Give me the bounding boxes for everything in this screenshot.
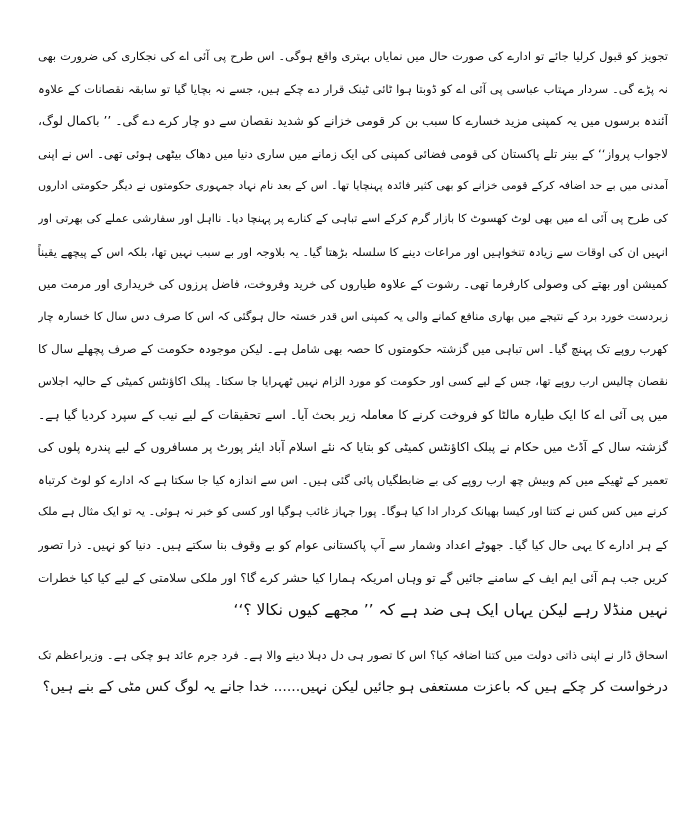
text-line: کمیشن اور بھتے کی وصولی کارفرما تھی۔ رشوت کے علاوہ طیاروں کی خرید وفروخت، فاضل پرزوں کی خریداری اور مرمت میں (38, 277, 668, 292)
text-line: نہیں منڈلا رہے لیکن یہاں ایک ہی ضد ہے کہ ’’ مجھے کیوں نکالا ؟‘‘ (233, 601, 668, 620)
text-line: گزشتہ سال کے آڈٹ میں حکام نے پبلک اکاؤنٹس کمیٹی کو بتایا کہ نئے اسلام آباد ایئر پورٹ پر مسافروں کے لیے پندرہ پلوں کی (38, 440, 668, 455)
text-line: کریں جب ہم آئی ایم ایف کے سامنے جائیں گے تو وہاں امریکہ ہمارا کیا حشر کرے گا؟ اور ملکی سلامتی کے لیے کیا کیا خطرات (38, 570, 668, 585)
text-line: آئندہ برسوں میں یہ کمپنی مزید خسارے کا سبب بن کر قومی خزانے کو شدید نقصان سے دو چار کرے دے گی۔ ’’ باکمال لوگ، (38, 114, 668, 129)
article-body (38, 40, 668, 704)
text-line: نقصان چالیس ارب روپے تھا، جس کے لیے کسی اور حکومت کو مورد الزام نہیں ٹھہرایا جا سکتا۔ پبلک اکاؤنٹس کمیٹی کے حالیہ اجلاس (38, 374, 668, 388)
text-line: کھرب روپے تک پہنچ گیا۔ اس تباہی میں گزشتہ حکومتوں کا حصہ بھی شامل ہے۔ لیکن موجودہ حکومت کے صرف پچھلے سال کا (38, 342, 668, 357)
text-line: میں پی آئی اے کا ایک طیارہ مالٹا کو فروخت کرنے کا معاملہ زیر بحث آیا۔ اسے تحقیقات کے لیے نیب کے سپرد کردیا گیا ہے۔ (38, 407, 668, 422)
text-line: نہ پڑے گی۔ سردار مہتاب عباسی پی آئی اے کو ڈوبتا ہوا ٹائی ٹینک قرار دے چکے ہیں، جسے نہ بچایا گیا تو سابقہ نقصانات کے علاوہ (38, 81, 668, 96)
paragraph (38, 639, 668, 704)
paragraph-spacer (38, 627, 668, 639)
text-line: انہیں ان کی اوقات سے زیادہ تنخواہیں اور مراعات دینے کا سلسلہ بڑھتا گیا۔ یہ بلاوجہ اور بے سبب نہیں تھا، بلکہ اس کے پیچھے یقیناً (38, 244, 668, 259)
text-line: کی طرح پی آئی اے میں بھی لوٹ کھسوٹ کا بازار گرم کرکے اسے تباہی کے کنارے پر پہنچا دیا۔ نااہل اور سفارشی عملے کی بھرتی اور (38, 211, 668, 225)
text-line: تجویز کو قبول کرلیا جائے تو ادارے کی صورت حال میں نمایاں بہتری واقع ہوگی۔ اس طرح پی آئی اے کی نجکاری کی ضرورت بھی (38, 49, 668, 63)
text-line: زبردست خورد برد کے نتیجے میں بھاری منافع کمانے والی یہ کمپنی اس قدر خستہ حال ہوگئی کہ اس کا صرف دس سال کا خسارہ چار (38, 309, 668, 323)
text-line: کرنے میں کس کس نے کتنا اور کیسا بھیانک کردار ادا کیا ہوگا۔ پورا جہاز غائب ہوگیا اور کسی کو خبر نہ ہوئی۔ یہ تو ایک مثال ہے ملک (38, 505, 668, 519)
text-line: اسحاق ڈار نے اپنی ذاتی دولت میں کتنا اضافہ کیا؟ اس کا تصور ہی دل دہلا دینے والا ہے۔ فرد جرم عائد ہو چکی ہے۔ وزیراعظم تک (38, 647, 668, 662)
text-line: درخواست کر چکے ہیں کہ باعزت مستعفی ہو جائیں لیکن نہیں...... خدا جانے یہ لوگ کس مٹی کے بنے ہیں؟ (42, 679, 668, 696)
paragraph (38, 40, 668, 627)
text-line: لاجواب پرواز‘‘ کے بینر تلے پاکستان کی قومی فضائی کمپنی کی ایک زمانے میں ساری دنیا میں دھاک بیٹھی ہوئی تھی۔ اس نے اپنی (38, 146, 668, 161)
text-line: تعمیر کے ٹھیکے میں کم وبیش چھ ارب روپے کی بے ضابطگیاں پائی گئی ہیں۔ اس سے اندازہ کیا جا سکتا ہے کہ ادارے کو لوٹ کرتباہ (38, 472, 668, 487)
text-line: کے ہر ادارے کا یہی حال کیا گیا۔ جھوٹے اعداد وشمار سے آپ پاکستانی عوام کو بے وقوف بنا سکتے ہیں۔ دنیا کو نہیں۔ ذرا تصور (38, 537, 668, 552)
text-line: آمدنی میں بے حد اضافہ کرکے قومی خزانے کو بھی کثیر فائدہ پہنچایا تھا۔ اس کے بعد نام نہاد جمہوری حکومتوں نے دیگر حکومتی اداروں (38, 179, 668, 193)
